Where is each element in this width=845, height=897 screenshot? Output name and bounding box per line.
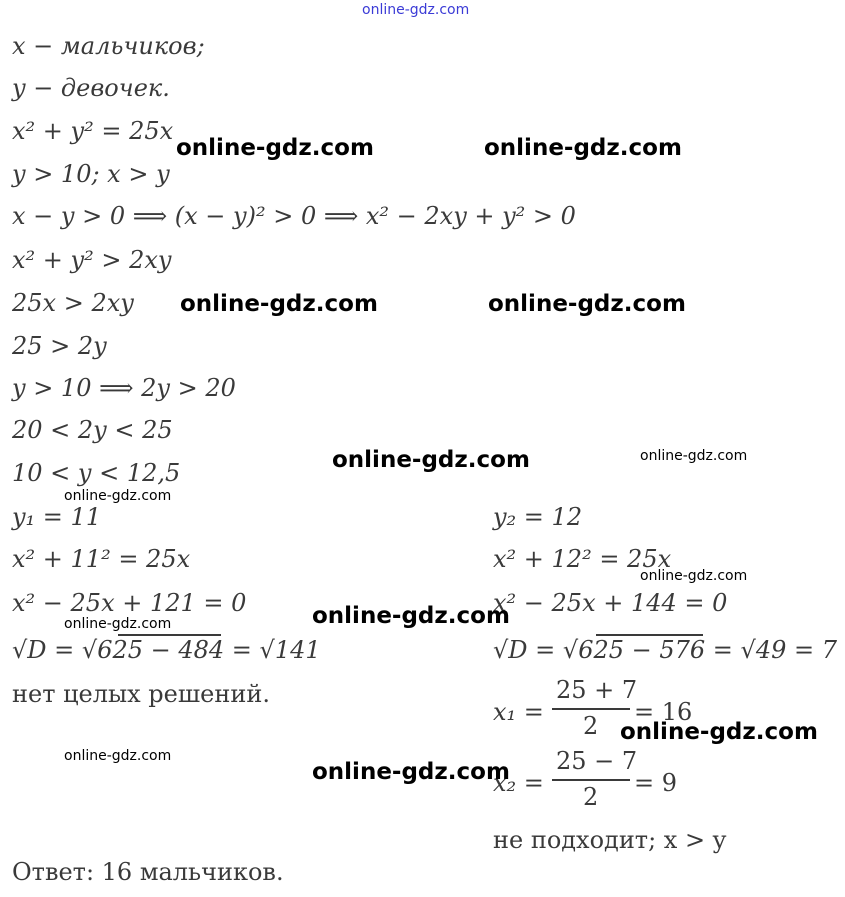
watermark: online-gdz.com xyxy=(488,291,686,317)
watermark: online-gdz.com xyxy=(332,447,530,473)
right-line-2: x² + 12² = 25x xyxy=(493,545,672,573)
watermark-small: online-gdz.com xyxy=(64,616,172,632)
x1-denominator: 2 xyxy=(583,712,599,740)
watermark-small: online-gdz.com xyxy=(64,488,172,504)
line-13: x² + 11² = 25x xyxy=(12,545,191,573)
line-8: 25 > 2y xyxy=(12,332,107,360)
line-14: x² − 25x + 121 = 0 xyxy=(12,589,247,617)
line-12: y₁ = 11 xyxy=(12,503,102,531)
watermark-small: online-gdz.com xyxy=(640,568,748,584)
watermark-small: online-gdz.com xyxy=(640,448,748,464)
line-4: y > 10; x > y xyxy=(12,160,170,188)
watermark: online-gdz.com xyxy=(620,719,818,745)
line-7: 25x > 2xy xyxy=(12,289,134,317)
line-6: x² + y² > 2xy xyxy=(12,246,172,274)
line-1: x − мальчиков; xyxy=(12,32,205,60)
x2-denominator: 2 xyxy=(583,783,599,811)
x1-lhs: x₁ = xyxy=(493,698,544,726)
x2-fraction-bar xyxy=(552,779,630,781)
right-line-1: y₂ = 12 xyxy=(493,503,583,531)
line-9: y > 10 ⟹ 2y > 20 xyxy=(12,374,236,402)
line-5: x − y > 0 ⟹ (x − y)² > 0 ⟹ x² − 2xy + y² > 0 xyxy=(12,202,576,230)
x1-numerator: 25 + 7 xyxy=(556,676,638,704)
watermark: online-gdz.com xyxy=(176,135,374,161)
sqrt-overline-right xyxy=(596,634,703,636)
watermark-small: online-gdz.com xyxy=(64,748,172,764)
right-line-4: √D = √625 − 576 = √49 = 7 xyxy=(493,636,838,664)
line-16: нет целых решений. xyxy=(12,680,270,708)
watermark: online-gdz.com xyxy=(312,603,510,629)
right-line-3: x² − 25x + 144 = 0 xyxy=(493,589,728,617)
site-url[interactable]: online-gdz.com xyxy=(362,2,470,18)
line-11: 10 < y < 12,5 xyxy=(12,459,181,487)
line-10: 20 < 2y < 25 xyxy=(12,416,173,444)
line-3: x² + y² = 25x xyxy=(12,117,174,145)
watermark: online-gdz.com xyxy=(180,291,378,317)
x1-rhs: = 16 xyxy=(634,698,693,726)
not-fit-line: не подходит; x > y xyxy=(493,826,727,854)
x1-fraction-bar xyxy=(552,708,630,710)
line-2: y − девочек. xyxy=(12,74,170,102)
x2-numerator: 25 − 7 xyxy=(556,747,638,775)
watermark: online-gdz.com xyxy=(484,135,682,161)
line-15: √D = √625 − 484 = √141 xyxy=(12,636,321,664)
x2-rhs: = 9 xyxy=(634,769,678,797)
sqrt-overline-left xyxy=(118,634,221,636)
answer-line: Ответ: 16 мальчиков. xyxy=(12,858,284,886)
x2-lhs: x₂ = xyxy=(493,769,544,797)
watermark: online-gdz.com xyxy=(312,759,510,785)
